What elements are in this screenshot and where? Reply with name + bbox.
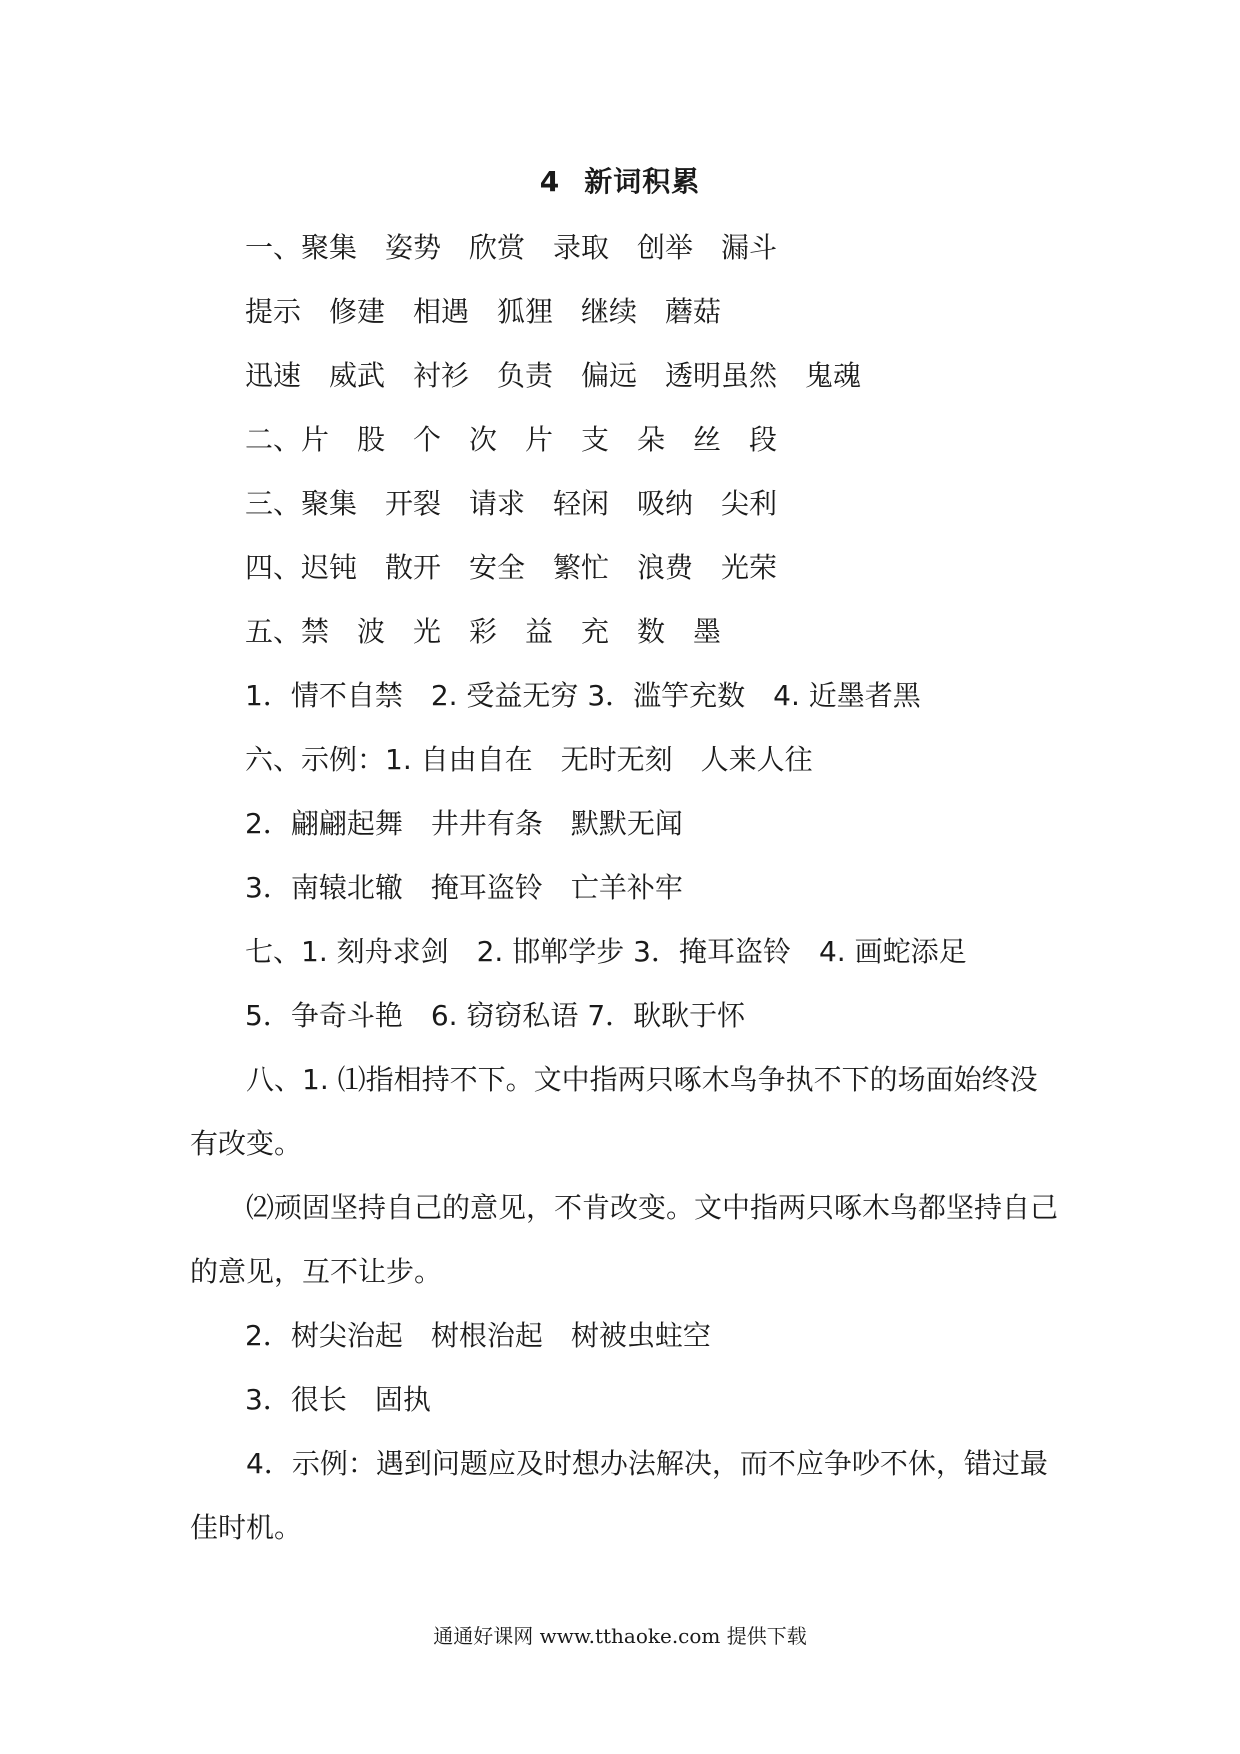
answer-line-10: 2．翩翩起舞 井井有条 默默无闻 <box>245 807 683 840</box>
page-title <box>0 160 1240 200</box>
title-number: 4 <box>539 165 561 198</box>
answer-line-12: 七、1. 刻舟求剑 2. 邯郸学步 3．掩耳盗铃 4. 画蛇添足 <box>245 935 967 968</box>
answer-line-1: 一、聚集 姿势 欣赏 录取 创举 漏斗 <box>245 231 778 264</box>
paragraph-8-1: 八、1. ⑴指相持不下。文中指两只啄木鸟争执不下的场面始终没有改变。 <box>190 1063 1038 1160</box>
answer-line-3: 迅速 威武 衬衫 负责 偏远 透明虽然 鬼魂 <box>245 359 862 392</box>
answer-line-11: 3．南辕北辙 掩耳盗铃 亡羊补牢 <box>245 871 683 904</box>
answer-line-13: 5．争奇斗艳 6. 窃窃私语 7．耿耿于怀 <box>245 999 746 1032</box>
answer-line-7: 五、禁 波 光 彩 益 充 数 墨 <box>245 615 722 648</box>
paragraph-8-2: ⑵顽固坚持自己的意见，不肯改变。文中指两只啄木鸟都坚持自己的意见，互不让步。 <box>190 1191 1059 1288</box>
answer-line-8-3: 3．很长 固执 <box>245 1383 431 1416</box>
answer-line-8: 1．情不自禁 2. 受益无穷 3．滥竽充数 4. 近墨者黑 <box>245 679 921 712</box>
footer-source: 通通好课网 www.tthaoke.com 提供下载 <box>433 1624 807 1648</box>
answer-line-6: 四、迟钝 散开 安全 繁忙 浪费 光荣 <box>245 551 778 584</box>
title-text: 新词积累 <box>584 165 701 198</box>
answer-line-4: 二、片 股 个 次 片 支 朵 丝 段 <box>245 423 778 456</box>
answer-line-2: 提示 修建 相遇 狐狸 继续 蘑菇 <box>245 295 722 328</box>
paragraph-8-4: 4．示例：遇到问题应及时想办法解决，而不应争吵不休，错过最佳时机。 <box>190 1447 1048 1544</box>
answer-line-5: 三、聚集 开裂 请求 轻闲 吸纳 尖利 <box>245 487 778 520</box>
answer-line-9: 六、示例：1. 自由自在 无时无刻 人来人往 <box>245 743 813 776</box>
answer-line-8-2: 2．树尖治起 树根治起 树被虫蛀空 <box>245 1319 711 1352</box>
